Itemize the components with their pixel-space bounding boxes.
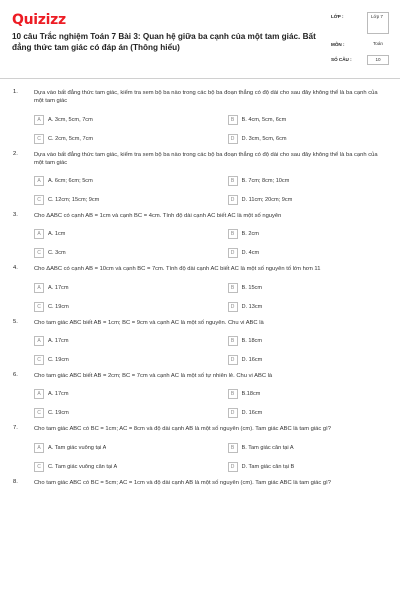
option-text: A. 1cm <box>48 231 66 238</box>
answer-option-a[interactable] <box>34 387 195 401</box>
answer-options <box>34 174 388 207</box>
answer-option-d[interactable] <box>228 353 389 367</box>
option-letter-box: B <box>228 283 238 293</box>
option-letter-box: B <box>228 443 238 453</box>
question-text: Dựa vào bất đẳng thức tam giác, kiểm tra xem bộ ba nào trong các bộ ba đoạn thẳng có độ dài cho sau đây không thể là ba cạnh của một tam giác <box>34 151 378 166</box>
answer-options <box>34 441 388 474</box>
question-number: 4. <box>13 265 18 272</box>
option-text: A. 6cm; 6cm; 5cm <box>48 178 93 185</box>
meta-row-socau <box>331 55 389 67</box>
option-text: C. 19cm <box>48 303 69 310</box>
option-text: B. 7cm; 8cm; 10cm <box>241 178 290 185</box>
option-letter-box: A <box>34 443 44 453</box>
option-text: B. 18cm <box>241 338 263 345</box>
option-letter-box: D <box>228 408 238 418</box>
question-item <box>0 151 400 208</box>
meta-row-lop <box>331 12 389 36</box>
question-text: Cho ΔABC có cạnh AB = 1cm và cạnh BC = 4cm. Tính độ dài cạnh AC biết AC là một số nguyên <box>34 213 282 220</box>
option-text: A. Tam giác vuông tại A <box>48 444 107 451</box>
question-text: Cho ΔABC có cạnh AB = 10cm và cạnh BC = 7cm. Tính độ dài cạnh AC biết AC là một số nguyên tố lớn hơn 11 <box>34 266 321 273</box>
question-item <box>0 265 400 313</box>
answer-option-c[interactable] <box>34 406 195 420</box>
question-number: 6. <box>13 372 18 379</box>
option-text: C. 19cm <box>48 410 69 417</box>
option-letter-box: A <box>34 283 44 293</box>
answer-option-c[interactable] <box>34 353 195 367</box>
question-text: Cho tam giác ABC có BC = 1cm; AC = 8cm và độ dài cạnh AB là một số nguyên (cm). Tam giác ABC là tam giác gì? <box>34 426 331 433</box>
question-item <box>0 89 400 146</box>
option-letter-box: B <box>228 176 238 186</box>
option-letter-box: B <box>228 115 238 125</box>
answer-option-a[interactable] <box>34 113 195 127</box>
answer-option-b[interactable] <box>228 174 389 188</box>
quiz-meta-panel <box>331 12 389 67</box>
option-letter-box: D <box>228 302 238 312</box>
answer-option-a[interactable] <box>34 441 195 455</box>
option-letter-box: A <box>34 389 44 399</box>
answer-options <box>34 334 388 367</box>
answer-option-b[interactable] <box>228 441 389 455</box>
option-text: D. 13cm <box>241 303 263 310</box>
option-text: C. 2cm, 5cm, 7cm <box>48 135 94 142</box>
header-divider <box>0 78 400 79</box>
question-text: Dựa vào bất đẳng thức tam giác, kiểm tra xem bộ ba nào trong các bộ ba đoạn thẳng có độ dài cho sau đây không thể là ba cạnh của một tam giác <box>34 90 378 105</box>
answer-option-d[interactable] <box>228 132 389 146</box>
option-letter-box: C <box>34 355 44 365</box>
question-item <box>0 319 400 367</box>
question-item <box>0 479 400 487</box>
option-letter-box: D <box>228 195 238 205</box>
answer-option-c[interactable] <box>34 300 195 314</box>
mon-label: MÔN : <box>331 42 345 47</box>
option-letter-box: C <box>34 248 44 258</box>
option-letter-box: A <box>34 115 44 125</box>
answer-option-d[interactable] <box>228 300 389 314</box>
question-number: 7. <box>13 425 18 432</box>
option-text: A. 3cm, 5cm, 7cm <box>48 116 93 123</box>
answer-option-d[interactable] <box>228 460 389 474</box>
option-text: D. 16cm <box>241 410 263 417</box>
question-number: 3. <box>13 212 18 219</box>
answer-option-b[interactable] <box>228 334 389 348</box>
option-letter-box: D <box>228 134 238 144</box>
option-text: C. 12cm; 15cm; 9cm <box>48 197 100 204</box>
answer-option-b[interactable] <box>228 281 389 295</box>
answer-option-b[interactable] <box>228 227 389 241</box>
option-letter-box: D <box>228 355 238 365</box>
answer-options <box>34 387 388 420</box>
option-letter-box: C <box>34 195 44 205</box>
option-letter-box: A <box>34 336 44 346</box>
answer-option-c[interactable] <box>34 246 195 260</box>
option-letter-box: D <box>228 462 238 472</box>
mon-value: Toán <box>373 41 383 46</box>
answer-option-d[interactable] <box>228 406 389 420</box>
socau-label: SỐ CÂU : <box>331 57 352 62</box>
answer-option-a[interactable] <box>34 281 195 295</box>
question-item <box>0 212 400 260</box>
meta-row-mon <box>331 40 389 54</box>
answer-options <box>34 113 388 146</box>
answer-option-b[interactable] <box>228 387 389 401</box>
option-text: B. 15cm <box>241 284 263 291</box>
answer-option-a[interactable] <box>34 227 195 241</box>
option-text: A. 17cm <box>48 284 69 291</box>
answer-option-c[interactable] <box>34 460 195 474</box>
option-letter-box: A <box>34 176 44 186</box>
answer-option-c[interactable] <box>34 132 195 146</box>
option-text: D. 16cm <box>241 357 263 364</box>
option-letter-box: C <box>34 408 44 418</box>
option-text: C. Tam giác vuông cân tại A <box>48 463 118 470</box>
answer-option-b[interactable] <box>228 113 389 127</box>
option-text: C. 3cm <box>48 250 66 257</box>
option-letter-box: C <box>34 462 44 472</box>
question-number: 1. <box>13 89 18 95</box>
quiz-title: 10 câu Trắc nghiệm Toán 7 Bài 3: Quan hệ giữa ba cạnh của một tam giác. Bất đẳng thức tam giác có đáp án (Thông hiểu) <box>12 32 316 52</box>
answer-option-c[interactable] <box>34 193 195 207</box>
question-item <box>0 372 400 420</box>
question-list <box>0 89 400 492</box>
question-text: Cho tam giác ABC có BC = 5cm; AC = 1cm và độ dài cạnh AB là một số nguyên (cm). Tam giác ABC là tam giác gì? <box>34 479 331 486</box>
option-letter-box: B <box>228 336 238 346</box>
option-text: D. 11cm; 20cm; 9cm <box>241 197 293 204</box>
option-letter-box: C <box>34 302 44 312</box>
option-text: B.18cm <box>241 391 261 398</box>
option-text: B. 2cm <box>241 231 259 238</box>
answer-options <box>34 227 388 260</box>
question-item <box>0 425 400 473</box>
option-text: B. Tam giác cân tại A <box>241 444 294 451</box>
lop-label: LỚP : <box>331 14 344 19</box>
answer-options <box>34 281 388 314</box>
option-text: A. 17cm <box>48 391 69 398</box>
option-text: D. 4cm <box>241 250 260 257</box>
answer-option-d[interactable] <box>228 193 389 207</box>
option-letter-box: B <box>228 389 238 399</box>
option-letter-box: C <box>34 134 44 144</box>
option-letter-box: D <box>228 248 238 258</box>
question-text: Cho tam giác ABC biết AB = 1cm; BC = 9cm và cạnh AC là một số nguyên. Chu vi ABC là <box>34 319 264 326</box>
option-text: C. 19cm <box>48 357 69 364</box>
option-text: D. Tam giác cân tại B <box>241 463 295 470</box>
option-text: A. 17cm <box>48 338 69 345</box>
question-number: 5. <box>13 318 18 325</box>
option-letter-box: A <box>34 229 44 239</box>
question-number: 2. <box>13 150 18 157</box>
socau-value: 10 <box>367 55 389 65</box>
question-number: 8. <box>13 478 18 485</box>
answer-option-d[interactable] <box>228 246 389 260</box>
answer-option-a[interactable] <box>34 334 195 348</box>
quizizz-logo: Quizizz <box>12 12 66 28</box>
answer-option-a[interactable] <box>34 174 195 188</box>
option-letter-box: B <box>228 229 238 239</box>
option-text: D. 3cm, 5cm, 6cm <box>241 135 287 142</box>
lop-value: Lớp 7 <box>367 12 389 34</box>
question-text: Cho tam giác ABC biết AB = 2cm; BC = 7cm và cạnh AC là một số tự nhiên lẻ. Chu vi ABC là <box>34 373 273 380</box>
option-text: B. 4cm, 5cm, 6cm <box>241 116 287 123</box>
